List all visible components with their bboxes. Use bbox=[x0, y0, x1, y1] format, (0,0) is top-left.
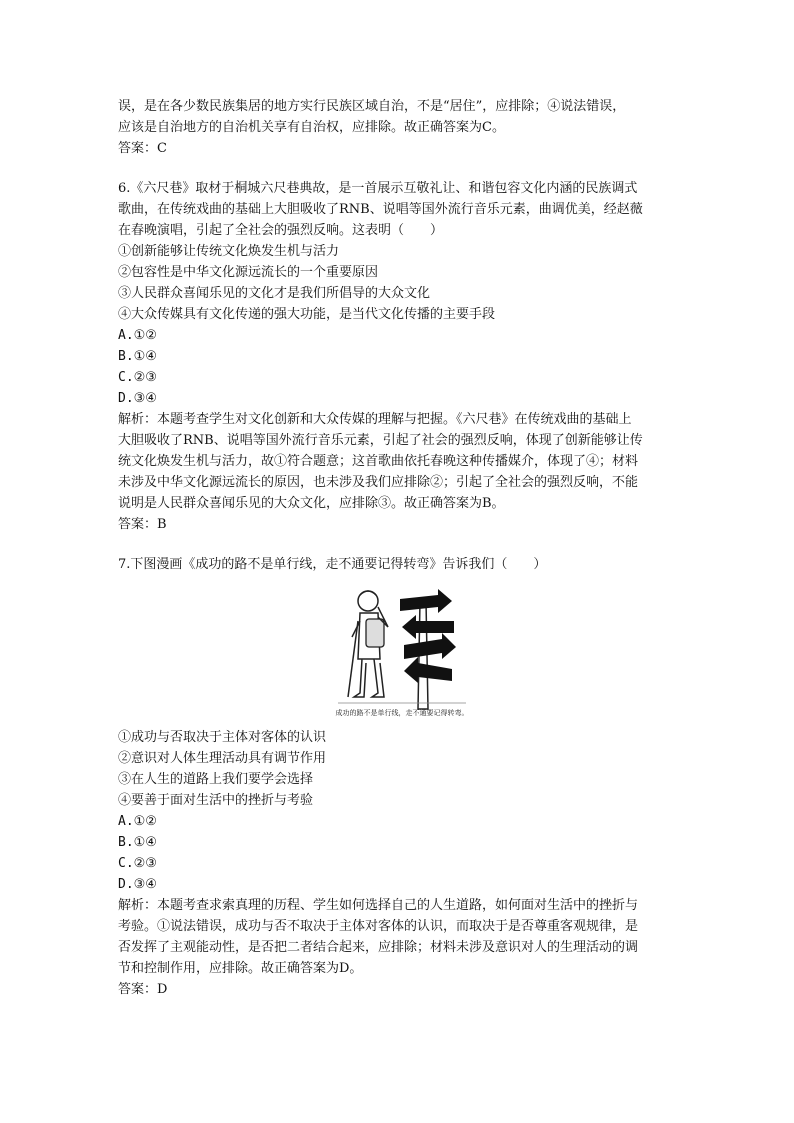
analysis-line: 大胆吸收了RNB、说唱等国外流行音乐元素，引起了社会的强烈反响，体现了创新能够让传 bbox=[118, 433, 643, 448]
analysis-line: 考验。①说法错误，成功与否不取决于主体对客体的认识，而取决于是否尊重客观规律，是 bbox=[118, 919, 639, 934]
analysis-line: 节和控制作用，应排除。故正确答案为D。 bbox=[118, 961, 363, 976]
option: A.①② bbox=[118, 328, 157, 343]
question-stem: 歌曲，在传统戏曲的基础上大胆吸收了RNB、说唱等国外流行音乐元素，曲调优美，经赵薇 bbox=[118, 202, 643, 217]
cartoon-image bbox=[334, 581, 470, 721]
answer-line: 答案：D bbox=[118, 982, 168, 997]
paragraph-line: 误，是在各少数民族集居的地方实行民族区域自治，不是“居住”，应排除；④说法错误， bbox=[118, 99, 626, 114]
statement: ①创新能够让传统文化焕发生机与活力 bbox=[118, 244, 340, 259]
cartoon-signpost-illustration bbox=[334, 581, 470, 721]
analysis-line: 未涉及中华文化源远流长的原因，也未涉及我们应排除②；引起了全社会的强烈反响，不能 bbox=[118, 475, 639, 490]
question-7 bbox=[118, 554, 684, 1000]
paragraph-line: 应该是自治地方的自治机关享有自治权，应排除。故正确答案为C。 bbox=[118, 120, 505, 135]
statement: ④要善于面对生活中的挫折与考验 bbox=[118, 793, 314, 808]
option: C.②③ bbox=[118, 370, 157, 385]
question-stem: 7.下图漫画《成功的路不是单行线，走不通要记得转弯》告诉我们（ ） bbox=[118, 557, 547, 572]
statement: ③人民群众喜闻乐见的文化才是我们所倡导的大众文化 bbox=[118, 286, 431, 301]
question-stem: 6.《六尺巷》取材于桐城六尺巷典故，是一首展示互敬礼让、和谐包容文化内涵的民族调式 bbox=[118, 181, 638, 196]
statement: ②意识对人体生理活动具有调节作用 bbox=[118, 751, 327, 766]
option: C.②③ bbox=[118, 856, 157, 871]
document-page bbox=[118, 96, 684, 1000]
analysis-line: 说明是人民群众喜闻乐见的大众文化，应排除③。故正确答案为B。 bbox=[118, 496, 505, 511]
option: A.①② bbox=[118, 814, 157, 829]
option: B.①④ bbox=[118, 349, 157, 364]
analysis-line: 否发挥了主观能动性，是否把二者结合起来，应排除；材料未涉及意识对人的生理活动的调 bbox=[118, 940, 639, 955]
question-6 bbox=[118, 178, 684, 535]
question-stem: 在春晚演唱，引起了全社会的强烈反响。这表明（ ） bbox=[118, 223, 444, 238]
answer-line: 答案：C bbox=[118, 141, 167, 156]
q5-tail bbox=[118, 96, 684, 159]
analysis-line: 解析：本题考查学生对文化创新和大众传媒的理解与把握。《六尺巷》在传统戏曲的基础上 bbox=[118, 412, 632, 427]
statement: ③在人生的道路上我们要学会选择 bbox=[118, 772, 314, 787]
statement: ④大众传媒具有文化传递的强大功能，是当代文化传播的主要手段 bbox=[118, 307, 496, 322]
option: D.③④ bbox=[118, 877, 157, 892]
analysis-line: 统文化焕发生机与活力，故①符合题意；这首歌曲依托春晚这种传播媒介，体现了④；材料 bbox=[118, 454, 639, 469]
cartoon-caption: 成功的路不是单行线，走不通要记得转弯。 bbox=[335, 709, 469, 717]
option: B.①④ bbox=[118, 835, 157, 850]
analysis-line: 解析：本题考查求索真理的历程、学生如何选择自己的人生道路，如何面对生活中的挫折与 bbox=[118, 898, 639, 913]
statement: ①成功与否取决于主体对客体的认识 bbox=[118, 730, 327, 745]
option: D.③④ bbox=[118, 391, 157, 406]
statement: ②包容性是中华文化源远流长的一个重要原因 bbox=[118, 265, 379, 280]
answer-line: 答案：B bbox=[118, 517, 167, 532]
